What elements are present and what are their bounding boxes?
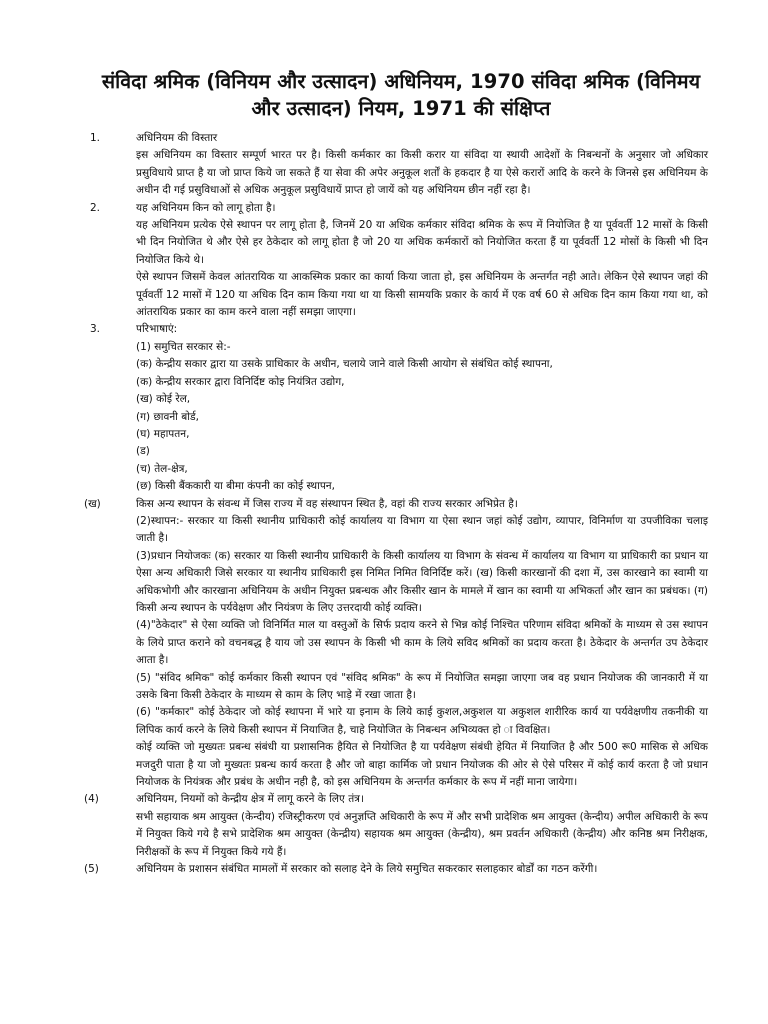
section-number: (5) [84,863,99,876]
section-body [136,200,708,322]
section-kh [84,496,708,792]
paragraph: इस अधिनियम का विस्तार सम्पूर्ण भारत पर है। किसी कर्मकार का किसी करार या संविदा या स्थायी आदेशों के निबन्धनों के अनुसार जो अधिकार प्रसुविधाये प्राप्त है या जो प्राप्त किये जा सकते हैं या सेवा की अपेर अनुकूल शर्तों के हकदार है या ऐसे करारों आदि के करने के जिनसे इस अधिनियम के अधीन दी गई प्रसुविधाओं से अधिक अनुकूल प्रसुविधायें प्राप्त हो जायें को यह अधिनियम छीन नहीं रहा है। [136,149,708,197]
list-item: (क) केन्द्रीय सरकार द्वारा विनिर्दिष्ट कोइ नियंत्रित उद्योग, [136,375,345,388]
section-body [136,496,708,792]
section-number: 2. [90,201,101,214]
section-number: (4) [84,793,99,806]
paragraph: किस अन्य स्थापन के संवन्ध में जिस राज्य में वह संस्थापन स्थित है, वहां की राज्य सरकार अभिप्रेत है। [136,497,518,510]
paragraph: (5) "संविद श्रमिक" कोई कर्मकार किसी स्थापन एवं "संविद श्रमिक" के रूप में नियोजित समझा जाएगा जब वह प्रधान नियोजक की जानकारी में या उसके बिना किसी ठेकेदार के माध्यम से काम के लिए भाड़े में रखा जाता है। [136,671,708,701]
list-item: (घ) महापतन, [136,427,190,440]
section-number: 1. [90,132,101,144]
section-5 [84,861,708,878]
section-heading: परिभाषाएं: [136,323,178,336]
paragraph: अधिनियम, नियमों को केन्द्रीय क्षेत्र में लागू करने के लिए तंत्र। [136,793,364,806]
section-heading: यह अधिनियम किन को लागू होता है। [136,201,276,214]
list-item: (ड) [136,445,150,458]
list-item: (1) समुचित सरकार से:- [136,340,231,353]
section-number: (ख) [84,497,101,510]
paragraph: ऐसे स्थापन जिसमें केवल आंतरायिक या आकस्मिक प्रकार का कार्या किया जाता हो, इस अधिनियम के अन्तर्गत नही आते। लेकिन ऐसे स्थापन जहां की पूर्ववर्ती 12 मासों में 120 या अधिक दिन काम किया गया था या किसी सामयकि प्रकार के कार्य में एक वर्ष 60 से अधिक दिन काम किया गया था, को आंतरायिक प्रकार का काम करने वाला नहीं समझा जाएगा। [136,271,708,319]
list-item: (ग) छावनी बोर्ड, [136,410,199,423]
paragraph: अधिनियम के प्रशासन संबंधित मामलों में सरकार को सलाह देने के लिये समुचित सकरकार सलाहकार बोर्डों का गठन करेंगी। [136,863,598,876]
list-item: (ख) कोई रेल, [136,393,191,406]
paragraph: कोई व्यक्ति जो मुख्यतः प्रबन्ध संबंधी या प्रशासनिक हैयित से नियोजित है या पर्यवेक्षण संबंधी हेयित में नियाजित है और 500 रू0 मासिक से अधिक मजदुरी पाता है या जो मुख्यतः प्रबन्ध कार्य करता है और जो बाहा कार्मिक जो प्रधान नियोजक की ओर से ऐसे परिसर में कोई कार्य करता है जो प्रधान नियोजक के नियंत्रक और प्रबंध के अधीन नही है, को इस अधिनियम के अन्तर्गत कर्मकार के रूप में नहीं माना जायेगा। [136,741,708,789]
definitions-list [136,321,708,495]
section-1 [84,130,708,200]
list-item: (क) केन्द्रीय सकार द्वारा या उसके प्राधिकार के अधीन, चलाये जाने वाले किसी आयोग से संबंधित कोई स्थापना, [136,358,553,371]
section-body [136,791,708,861]
paragraph: सभी सहायाक श्रम आयुक्त (केन्दीय) रजिस्ट्रीकरण एवं अनुज्ञप्ति अधिकारी के रूप में और सभी प्रादेशिक श्रम आयुक्त (केन्दीय) अपील अधिकारी के रूप में नियुक्त किये गये है सभे प्रादेशिक श्रम आयुक्त (केन्द्रीय) सहायक श्रम आयुक्त (केन्द्रीय), श्रम प्रवर्तन अधिकारी (केन्द्रीय) और कनिष्ठ श्रम निरीक्षक, निरीक्षकों के रूप में नियुक्त किये गये हैं। [136,810,708,858]
paragraph: (4)"ठेकेदार" से ऐसा व्यक्ति जो विनिर्मित माल या वस्तुओं के सिर्फ प्रदाय करने से भिन्न कोई निश्चित परिणाम संविदा श्रमिकों के माध्यम से उस स्थापन के लिये प्राप्त कराने को वचनबद्ध है याय जो उस स्थापन के किसी भी काम के लिये सविद श्रमिकों का प्रदाय करता है। ठेकेदार के अन्तर्गत उप ठेकेदार आता है। [136,619,708,667]
paragraph: यह अधिनियम प्रत्येक ऐसे स्थापन पर लागू होता है, जिनमें 20 या अधिक कर्मकार संविदा श्रमिक के रूप में नियोजित है या पूर्ववर्ती 12 मासों के किसी भी दिन नियोजित थे और ऐसे हर ठेकेदार को लागू होता है जो 20 या अधिक कर्मकारों को नियोजित करता हैं या पूर्ववर्ती 12 मोसों के किसी भी दिन नियोजित किये थे। [136,219,708,266]
section-body [136,130,708,200]
list-item: (छ) किसी बैंककारी या बीमा कंपनी का कोई स्थापन, [136,480,335,493]
document-title: संविदा श्रमिक (विनियम और उत्सादन) अधिनियम, 1970 संविदा श्रमिक (विनिमय और उत्सादन) नियम, 1971 की संक्षिप्त [101,70,701,120]
paragraph: (6) "कर्मकार" कोई ठेकेदार जो कोई स्थापना में भारे या इनाम के लिये काई कुशल,अकुशल या अकुशल शारीरिक कार्य या पर्यवेक्षणीय तकनीकी या लिपिक कार्य करने के लिये किसी स्थापन में नियाजित है, चाहे नियोजित के निबन्धन अभिव्यक्त हो ा विवक्षित। [136,706,708,736]
section-4 [84,791,708,861]
section-body [136,861,708,878]
list-item: (च) तेल-क्षेत्र, [136,462,188,475]
section-2 [84,200,708,322]
section-number: 3. [90,323,101,336]
section-3 [84,321,708,495]
paragraph: (3)प्रधान नियोजकः (क) सरकार या किसी स्थानीय प्राधिकारी के किसी कार्यालय या विभाग के संवन्ध में कार्यालय या विभाग या प्राधिकारी का प्रधान या ऐसा अन्य अधिकारी जिसे सरकार या स्थानीय प्राधिकारी इस निमित निमित विनिर्दिष्ट करें। (ख) किसी कारखानों की दशा में, उस कारखाने का स्वामी या अधिकभोगी और कारखाना अधिनियम के अधीन नियुक्त प्रबन्धक और किसीर खान के मामले में खान का स्वामी या अभिकर्ता और खान का प्रबंधक। (ग) किसी अन्य स्थापन के पर्यवेक्षण और नियंत्रण के लिए उत्तरदायी कोई व्यक्ति। [136,549,708,614]
paragraph: (2)स्थापन:- सरकार या किसी स्थानीय प्राधिकारी कोई कार्यालय या विभाग या ऐसा स्थान जहां कोई उद्योग, व्यापार, विनिर्माण या उपजीविका चलाइ जाती है। [136,514,708,545]
section-heading: अधिनियम की विस्तार [136,132,218,144]
